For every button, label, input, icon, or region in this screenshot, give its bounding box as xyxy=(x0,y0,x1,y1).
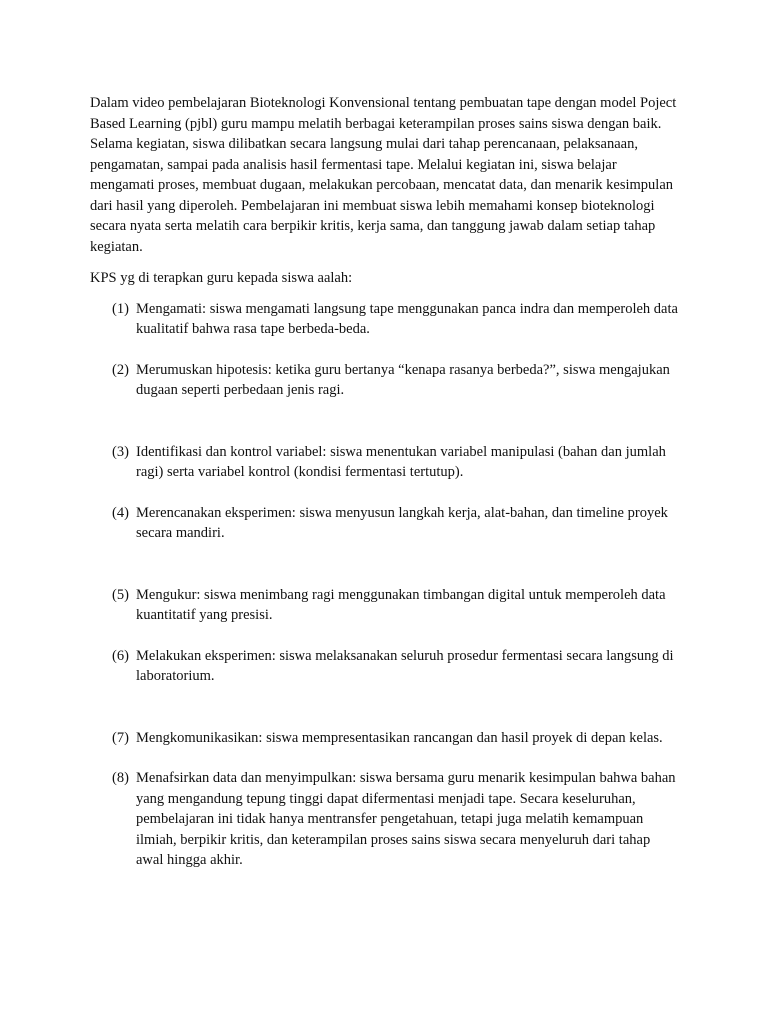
list-lead-text: KPS yg di terapkan guru kepada siswa aalah: xyxy=(90,270,353,286)
list-item-text: Menafsirkan data dan menyimpulkan: siswa bersama guru menarik kesimpulan bahwa bahan yang mengandung tepung tinggi dapat difermentasi menjadi tape. Secara keseluruhan, pembelajaran ini tidak hanya mentransfer pengetahuan, tetapi juga melatih kemampuan ilmiah, berpikir kritis, dan keterampilan proses sains siswa secara menyeluruh dari tahap awal hingga akhir. xyxy=(136,770,676,868)
list-item-text: Mengamati: siswa mengamati langsung tape menggunakan panca indra dan memperoleh data kualitatif bahwa rasa tape berbeda-beda. xyxy=(136,300,678,337)
document-page xyxy=(90,93,680,871)
list-item-number: (1) xyxy=(112,300,129,317)
list-item-text: Melakukan eksperimen: siswa melaksanakan seluruh prosedur fermentasi secara langsung di laboratorium. xyxy=(136,647,674,684)
list-item-text: Merencanakan eksperimen: siswa menyusun langkah kerja, alat-bahan, dan timeline proyek secara mandiri. xyxy=(136,504,668,541)
list-item-number: (8) xyxy=(112,770,129,786)
list-item xyxy=(90,360,680,401)
list-item-text: Identifikasi dan kontrol variabel: siswa menentukan variabel manipulasi (bahan dan jumlah ragi) serta variabel kontrol (kondisi fermentasi tertutup). xyxy=(136,443,666,480)
list-item-number: (4) xyxy=(112,504,129,521)
list-item xyxy=(90,503,680,544)
list-item-number: (3) xyxy=(112,443,129,460)
list-item xyxy=(90,585,680,626)
list-item-number: (7) xyxy=(112,729,129,746)
list-item-text: Merumuskan hipotesis: ketika guru bertanya “kenapa rasanya berbeda?”, siswa mengajukan dugaan seperti perbedaan jenis ragi. xyxy=(136,361,670,398)
kps-list xyxy=(90,299,680,871)
list-item-text: Mengukur: siswa menimbang ragi menggunakan timbangan digital untuk memperoleh data kuantitatif yang presisi. xyxy=(136,586,666,623)
list-item-number: (5) xyxy=(112,586,129,603)
list-item xyxy=(90,442,680,483)
list-item-text: Mengkomunikasikan: siswa mempresentasikan rancangan dan hasil proyek di depan kelas. xyxy=(136,729,663,746)
list-item xyxy=(90,728,680,749)
list-item xyxy=(90,768,680,871)
list-item-number: (6) xyxy=(112,647,129,664)
intro-paragraph: Dalam video pembelajaran Bioteknologi Konvensional tentang pembuatan tape dengan model Poject Based Learning (pjbl) guru mampu melatih berbagai keterampilan proses sains siswa dengan baik. Selama kegiatan, siswa dilibatkan secara langsung mulai dari tahap perencanaan, pelaksanaan, pengamatan, sampai pada analisis hasil fermentasi tape. Melalui kegiatan ini, siswa belajar mengamati proses, membuat dugaan, melakukan percobaan, mencatat data, dan menarik kesimpulan dari hasil yang diperoleh. Pembelajaran ini membuat siswa lebih memahami konsep bioteknologi secara nyata serta melatih cara berpikir kritis, kerja sama, dan tanggung jawab dalam setiap tahap kegiatan. xyxy=(90,95,677,255)
list-item xyxy=(90,646,680,687)
list-item xyxy=(90,299,680,340)
list-item-number: (2) xyxy=(112,361,129,378)
